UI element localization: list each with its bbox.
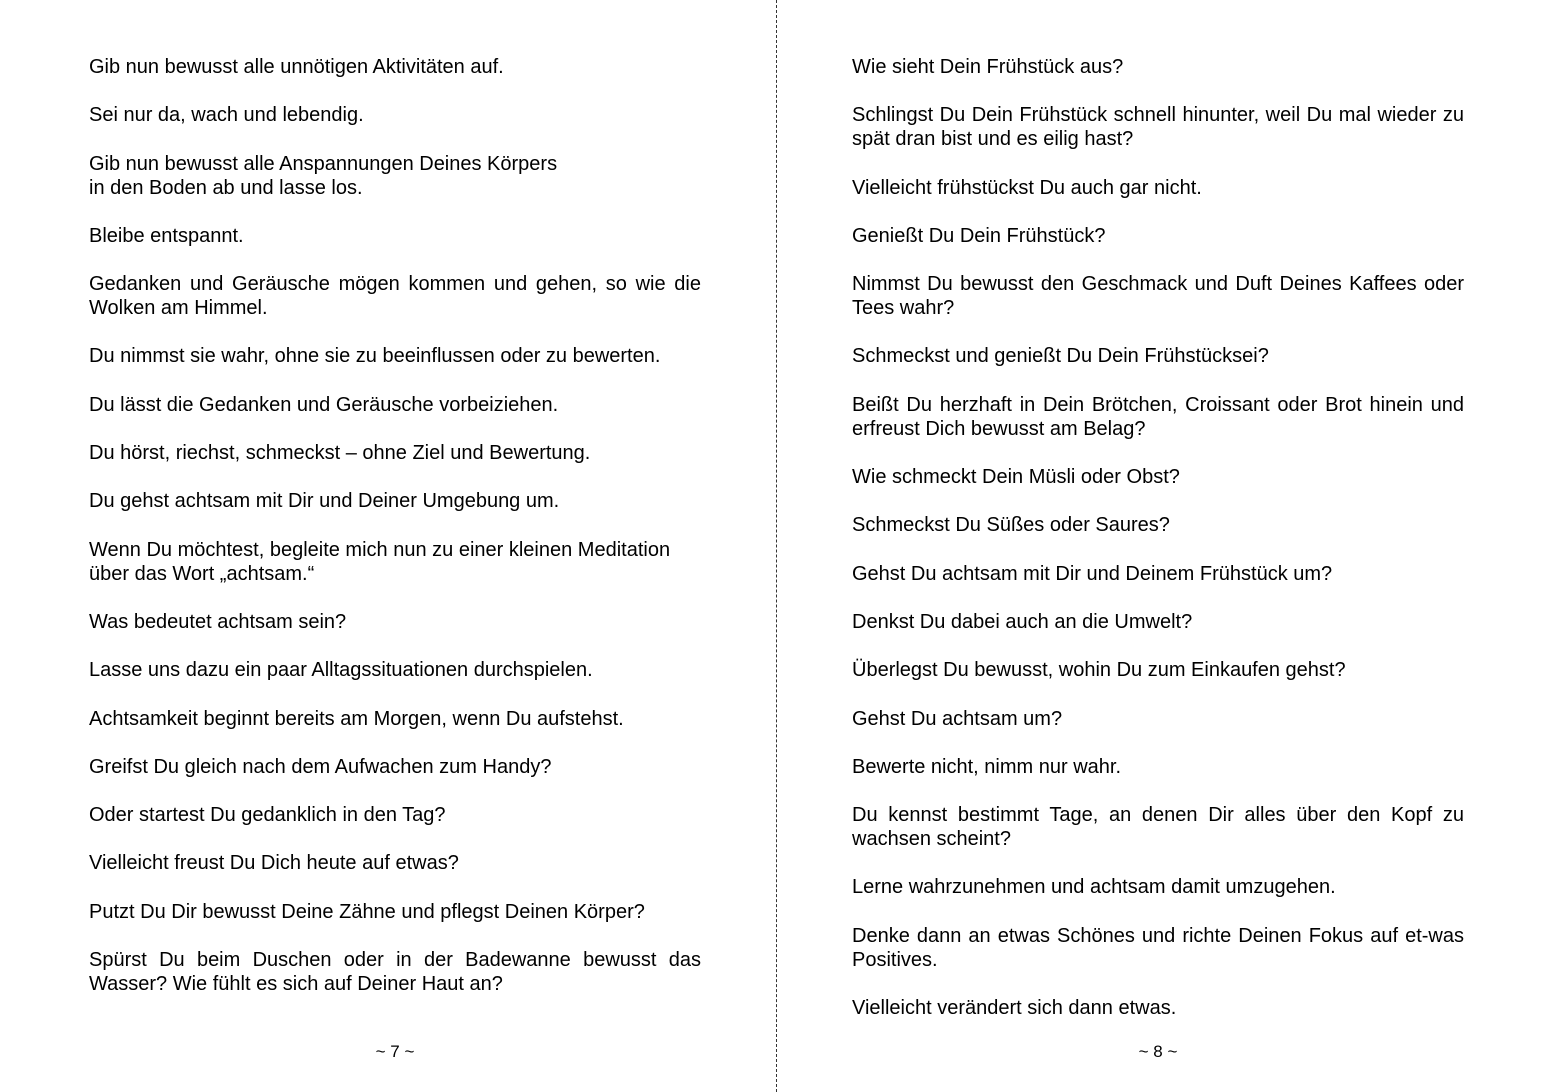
paragraph: Oder startest Du gedanklich in den Tag? (89, 804, 446, 827)
paragraph: Was bedeutet achtsam sein? (89, 610, 347, 633)
paragraph: Lasse uns dazu ein paar Alltagssituationen durchspielen. (89, 659, 593, 682)
paragraph: Wenn Du möchtest, begleite mich nun zu einer kleinen Meditation über das Wort „achtsam.“ (89, 538, 671, 585)
left-page-text (89, 55, 701, 1020)
paragraph: Du hörst, riechst, schmeckst – ohne Ziel und Bewertung. (89, 442, 591, 465)
paragraph: Bleibe entspannt. (89, 224, 244, 247)
paragraph: Gehst Du achtsam um? (852, 707, 1063, 730)
paragraph: Spürst Du beim Duschen oder in der Badewanne bewusst das Wasser? Wie fühlt es sich auf Deiner Haut an? (89, 949, 701, 996)
paragraph: Greifst Du gleich nach dem Aufwachen zum Handy? (89, 755, 552, 778)
paragraph: Überlegst Du bewusst, wohin Du zum Einkaufen gehst? (852, 659, 1346, 682)
page-number: ~ 7 ~ (375, 1042, 415, 1061)
paragraph: Schmeckst und genießt Du Dein Frühstücksei? (852, 345, 1269, 368)
paragraph: Sei nur da, wach und lebendig. (89, 104, 364, 127)
paragraph: Du gehst achtsam mit Dir und Deiner Umgebung um. (89, 490, 560, 513)
paragraph: Genießt Du Dein Frühstück? (852, 224, 1106, 247)
paragraph: Du nimmst sie wahr, ohne sie zu beeinflussen oder zu bewerten. (89, 345, 661, 368)
paragraph: Denkst Du dabei auch an die Umwelt? (852, 610, 1193, 633)
paragraph: Achtsamkeit beginnt bereits am Morgen, wenn Du aufstehst. (89, 707, 624, 730)
paragraph: Lerne wahrzunehmen und achtsam damit umzugehen. (852, 876, 1336, 899)
paragraph: Bewerte nicht, nimm nur wahr. (852, 755, 1121, 778)
paragraph: Nimmst Du bewusst den Geschmack und Duft Deines Kaffees oder Tees wahr? (852, 273, 1464, 320)
page-number: ~ 8 ~ (1138, 1042, 1178, 1061)
paragraph: Putzt Du Dir bewusst Deine Zähne und pflegst Deinen Körper? (89, 900, 645, 923)
paragraph: Gib nun bewusst alle Anspannungen Deines Körpers in den Boden ab und lasse los. (89, 152, 558, 199)
paragraph: Denke dann an etwas Schönes und richte Deinen Fokus auf et-was Positives. (852, 924, 1464, 971)
paragraph: Beißt Du herzhaft in Dein Brötchen, Croissant oder Brot hinein und erfreust Dich bewusst am Belag? (852, 393, 1464, 440)
paragraph: Gehst Du achtsam mit Dir und Deinem Frühstück um? (852, 562, 1333, 585)
paragraph: Vielleicht verändert sich dann etwas. (852, 997, 1177, 1020)
paragraph: Schlingst Du Dein Frühstück schnell hinunter, weil Du mal wieder zu spät dran bist und es eilig hast? (852, 104, 1464, 151)
right-page-text (852, 55, 1464, 1044)
paragraph: Schmeckst Du Süßes oder Saures? (852, 514, 1170, 537)
paragraph: Du lässt die Gedanken und Geräusche vorbeiziehen. (89, 393, 559, 416)
paragraph: Vielleicht freust Du Dich heute auf etwas? (89, 852, 459, 875)
paragraph: Du kennst bestimmt Tage, an denen Dir alles über den Kopf zu wachsen scheint? (852, 804, 1464, 851)
paragraph: Gedanken und Geräusche mögen kommen und gehen, so wie die Wolken am Himmel. (89, 273, 701, 320)
right-page (778, 0, 1555, 1092)
paragraph: Wie schmeckt Dein Müsli oder Obst? (852, 466, 1180, 489)
left-page (0, 0, 776, 1092)
paragraph: Gib nun bewusst alle unnötigen Aktivitäten auf. (89, 56, 504, 78)
page-fold-divider (776, 0, 777, 1092)
paragraph: Vielleicht frühstückst Du auch gar nicht. (852, 176, 1202, 199)
paragraph: Wie sieht Dein Frühstück aus? (852, 56, 1124, 78)
